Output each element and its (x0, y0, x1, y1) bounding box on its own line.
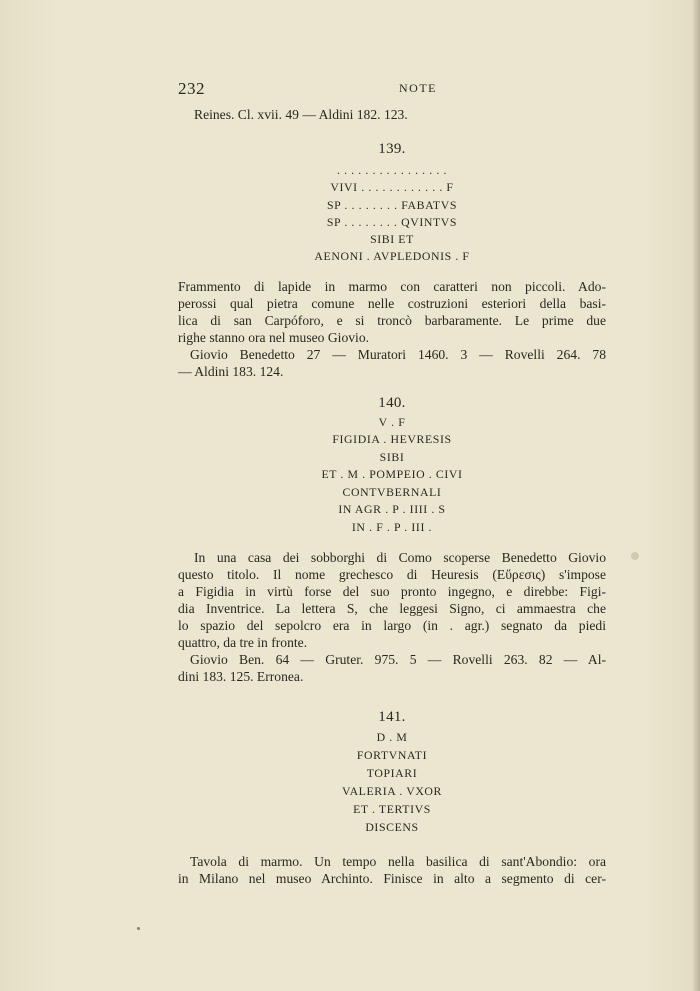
commentary-140-line: lo spazio del sepolcro era in largo (in . agr.) segnato da piedi (178, 618, 606, 633)
inscription-139-line: SP . . . . . . . . QVINTVS (326, 215, 458, 229)
commentary-140-line: questo titolo. Il nome grechesco di Heuresis (Εὕρεσις) s'impose (178, 567, 606, 582)
commentary-140-line: a Figidia in virtù forse del suo pronto ingegno, e direbbe: Figi- (178, 584, 606, 599)
commentary-139-line: lica di san Carpóforo, e si troncò barbaramente. Le prime due (178, 313, 606, 328)
inscription-140-line: SIBI (379, 450, 405, 464)
commentary-141-line: Tavola di marmo. Un tempo nella basilica di sant'Abondio: ora (190, 854, 606, 869)
inscription-139-line: AENONI . AVPLEDONIS . F (314, 249, 470, 263)
commentary-141-line: in Milano nel museo Archinto. Finisce in alto a segmento di cer- (178, 871, 606, 886)
commentary-139-line: perossi qual pietra comune nelle costruzioni esteriori della basi- (178, 296, 606, 311)
page-header (178, 79, 618, 101)
inscription-number-139: 139. (378, 141, 406, 157)
running-title: NOTE (399, 81, 437, 95)
inscription-number-141: 141. (378, 709, 406, 725)
commentary-140-line: dini 183. 125. Erronea. (178, 669, 304, 684)
commentary-140-line: In una casa dei sobborghi di Como scoperse Benedetto Giovio (194, 550, 606, 565)
inscription-139-line: . . . . . . . . . . . . . . . . (336, 163, 448, 177)
inscription-141-line: FORTVNATI (356, 748, 428, 762)
commentary-140-line: quattro, da tre in fronte. (178, 635, 308, 650)
inscription-141-line: TOPIARI (366, 766, 418, 780)
scan-speck (137, 927, 140, 930)
page-edge-shadow (692, 0, 700, 991)
reference-line-top: Reines. Cl. xvii. 49 — Aldini 182. 123. (194, 107, 408, 122)
inscription-140-line: V . F (378, 415, 406, 429)
inscription-141-line: ET . TERTIVS (353, 802, 431, 816)
inscription-140-line: IN . F . P . III . (351, 520, 433, 534)
scan-speck (631, 552, 639, 560)
inscription-139-line: VIVI . . . . . . . . . . . . F (330, 180, 454, 194)
inscription-140-line: IN AGR . P . IIII . S (338, 502, 446, 516)
commentary-139-line: Frammento di lapide in marmo con caratteri non piccoli. Ado- (178, 279, 606, 294)
inscription-140-line: CONTVBERNALI (342, 485, 442, 499)
inscription-140-line: ET . M . POMPEIO . CIVI (321, 467, 463, 481)
commentary-139-line: righe stanno ora nel museo Giovio. (178, 330, 370, 345)
commentary-139-line: — Aldini 183. 124. (178, 364, 284, 379)
commentary-139-line: Giovio Benedetto 27 — Muratori 1460. 3 — Rovelli 264. 78 (190, 347, 606, 362)
inscription-141-line: D . M (376, 730, 408, 744)
inscription-140-line: FIGIDIA . HEVRESIS (332, 432, 452, 446)
inscription-139-line: SP . . . . . . . . FABATVS (327, 198, 457, 212)
page-number: 232 (178, 79, 205, 98)
commentary-140-line: Giovio Ben. 64 — Gruter. 975. 5 — Rovelli 263. 82 — Al- (190, 652, 606, 667)
commentary-140-line: dia Inventrice. La lettera S, che leggesi Signo, ci ammaestra che (178, 601, 606, 616)
inscription-number-140: 140. (378, 395, 406, 411)
inscription-139-line: SIBI ET (370, 232, 414, 246)
inscription-141-line: VALERIA . VXOR (341, 784, 443, 798)
inscription-141-line: DISCENS (365, 820, 419, 834)
